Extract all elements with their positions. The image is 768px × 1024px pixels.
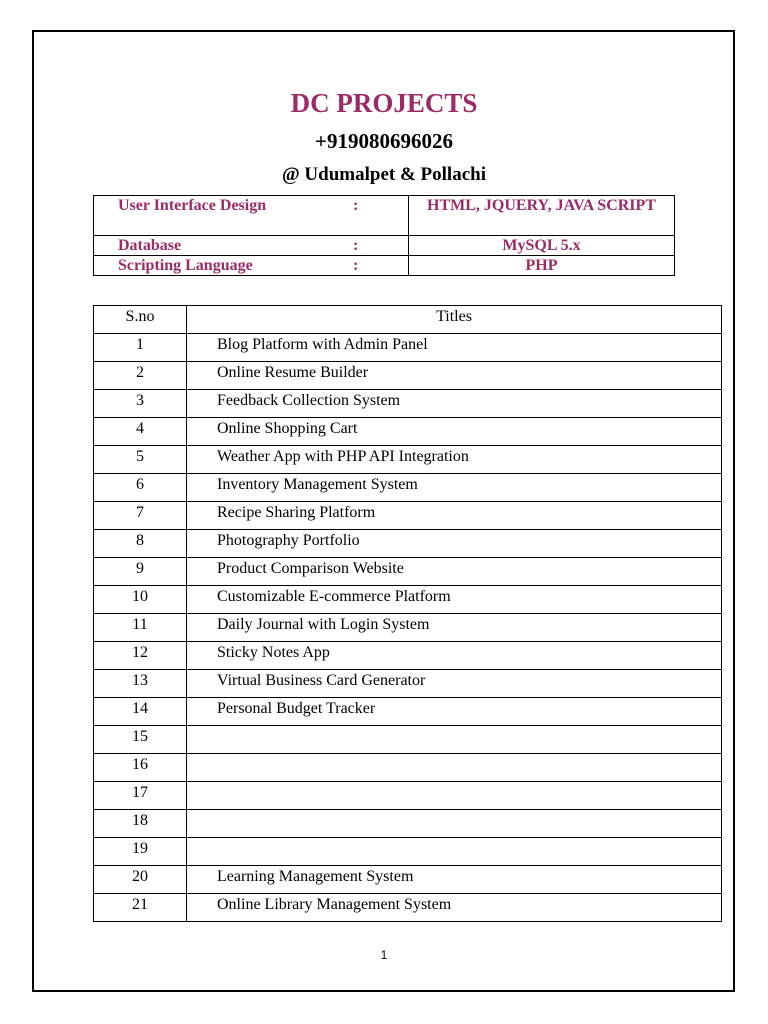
sno-cell: 9 (94, 558, 187, 586)
phone-number: +919080696026 (315, 129, 453, 153)
table-row (94, 474, 722, 502)
title-cell: Photography Portfolio (187, 530, 722, 558)
sno-cell: 13 (94, 670, 187, 698)
sno-cell: 17 (94, 782, 187, 810)
tech-label-cell (94, 236, 409, 256)
table-row (94, 726, 722, 754)
company-name: DC PROJECTS (290, 88, 478, 118)
table-row (94, 446, 722, 474)
tech-value: PHP (409, 256, 675, 276)
table-row (94, 558, 722, 586)
sno-cell: 10 (94, 586, 187, 614)
title-cell: Weather App with PHP API Integration (187, 446, 722, 474)
title-cell (187, 726, 722, 754)
title-cell (187, 838, 722, 866)
table-row (94, 586, 722, 614)
tech-label: User Interface Design (118, 197, 267, 214)
table-row (94, 502, 722, 530)
table-row (94, 642, 722, 670)
sno-cell: 2 (94, 362, 187, 390)
title-cell: Inventory Management System (187, 474, 722, 502)
table-row (94, 838, 722, 866)
sno-cell: 15 (94, 726, 187, 754)
title-cell: Product Comparison Website (187, 558, 722, 586)
page-number: 1 (380, 948, 388, 962)
tech-row-scripting (94, 256, 675, 276)
tech-separator: : (353, 197, 359, 214)
table-header-row (94, 306, 722, 334)
tech-value: HTML, JQUERY, JAVA SCRIPT (409, 196, 675, 236)
title-cell: Blog Platform with Admin Panel (187, 334, 722, 362)
table-row (94, 698, 722, 726)
tech-label: Scripting Language (118, 257, 253, 274)
location: @ Udumalpet & Pollachi (282, 164, 486, 185)
tech-row-ui (94, 196, 675, 236)
table-row (94, 894, 722, 922)
title-cell (187, 754, 722, 782)
table-row (94, 670, 722, 698)
table-row (94, 418, 722, 446)
tech-label-cell (94, 256, 409, 276)
tech-label-cell (94, 196, 409, 236)
title-cell: Feedback Collection System (187, 390, 722, 418)
table-row (94, 334, 722, 362)
sno-cell: 3 (94, 390, 187, 418)
title-cell: Sticky Notes App (187, 642, 722, 670)
title-cell: Daily Journal with Login System (187, 614, 722, 642)
tech-row-database (94, 236, 675, 256)
table-row (94, 810, 722, 838)
table-row (94, 866, 722, 894)
table-row (94, 782, 722, 810)
sno-cell: 12 (94, 642, 187, 670)
sno-cell: 21 (94, 894, 187, 922)
sno-cell: 6 (94, 474, 187, 502)
sno-cell: 14 (94, 698, 187, 726)
table-row (94, 362, 722, 390)
tech-stack-table (93, 195, 675, 276)
title-cell: Personal Budget Tracker (187, 698, 722, 726)
titles-header: Titles (187, 306, 722, 334)
title-cell: Online Resume Builder (187, 362, 722, 390)
sno-cell: 11 (94, 614, 187, 642)
sno-cell: 18 (94, 810, 187, 838)
title-cell: Customizable E-commerce Platform (187, 586, 722, 614)
sno-cell: 5 (94, 446, 187, 474)
sno-cell: 1 (94, 334, 187, 362)
table-row (94, 530, 722, 558)
title-cell (187, 782, 722, 810)
sno-cell: 20 (94, 866, 187, 894)
tech-value: MySQL 5.x (409, 236, 675, 256)
table-row (94, 390, 722, 418)
title-cell: Virtual Business Card Generator (187, 670, 722, 698)
sno-cell: 7 (94, 502, 187, 530)
sno-cell: 4 (94, 418, 187, 446)
sno-cell: 19 (94, 838, 187, 866)
sno-cell: 8 (94, 530, 187, 558)
tech-separator: : (353, 257, 359, 274)
title-cell: Online Library Management System (187, 894, 722, 922)
tech-separator: : (353, 237, 359, 254)
title-cell: Learning Management System (187, 866, 722, 894)
title-cell (187, 810, 722, 838)
table-row (94, 614, 722, 642)
table-row (94, 754, 722, 782)
sno-cell: 16 (94, 754, 187, 782)
projects-table (93, 305, 722, 922)
sno-header: S.no (94, 306, 187, 334)
title-cell: Online Shopping Cart (187, 418, 722, 446)
title-cell: Recipe Sharing Platform (187, 502, 722, 530)
tech-label: Database (118, 237, 182, 254)
